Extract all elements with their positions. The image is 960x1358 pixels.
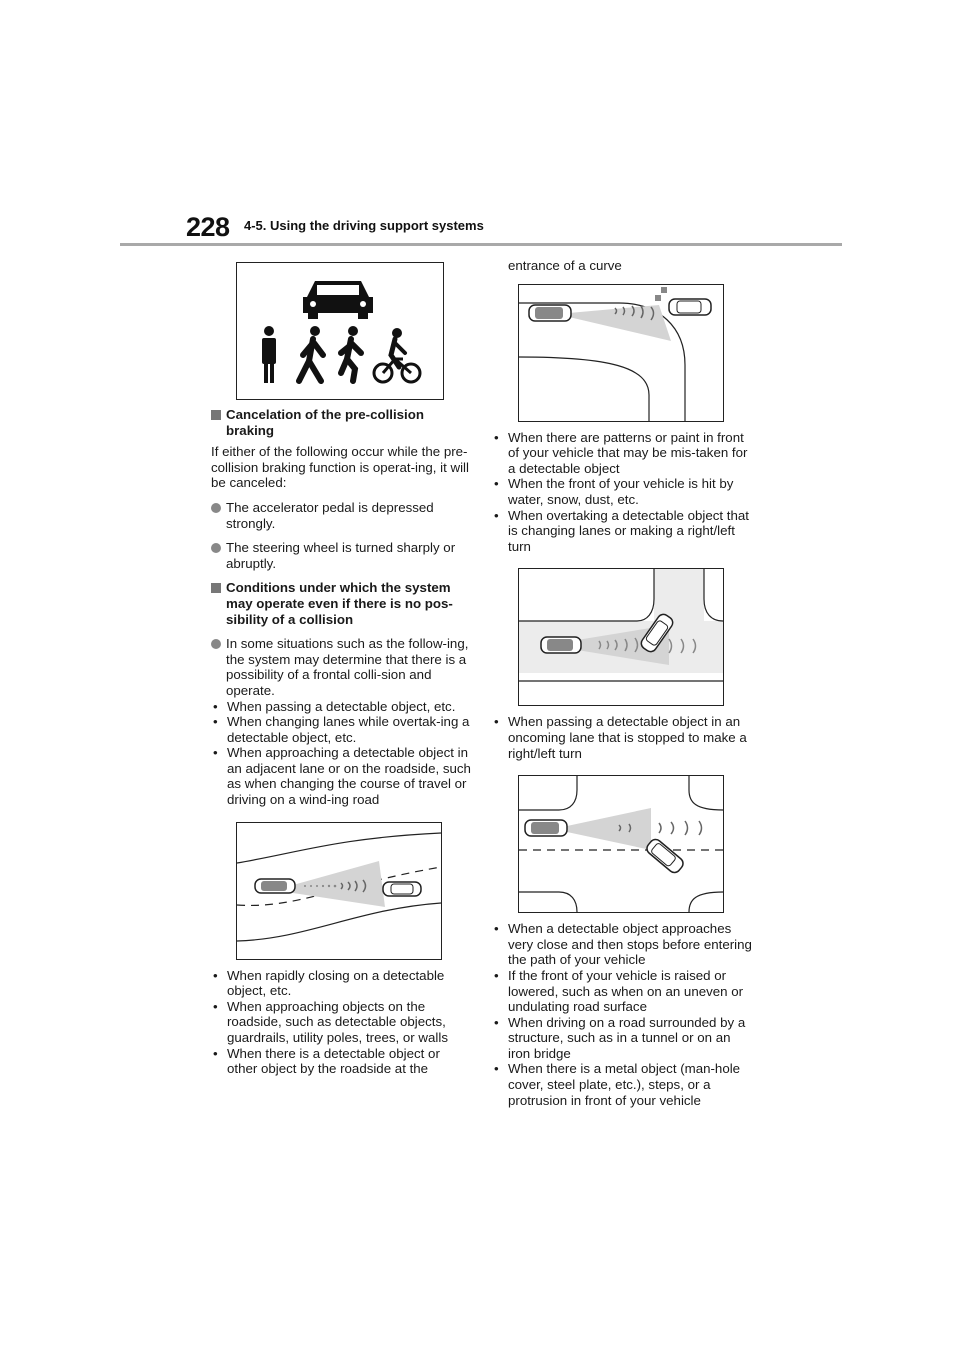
detectable-vehicle-icon: [383, 882, 421, 896]
round-marker-icon: [211, 543, 221, 553]
own-vehicle-icon: [529, 305, 571, 321]
left-column: [211, 262, 473, 1077]
roadside-object-icon: [655, 287, 667, 301]
bullet-item: • When the front of your vehicle is hit by water, snow, dust, etc.: [494, 476, 734, 507]
pedestrian-running-icon: [341, 326, 361, 381]
list-item: The steering wheel is turned sharply or abruptly.: [211, 540, 473, 571]
bullet-item: • When there is a metal object (man-hole cover, steel plate, etc.), steps, or a protrusion in front of your vehicle: [494, 1061, 741, 1108]
bullet-item: • When there are patterns or paint in front of your vehicle that may be mis-taken for a detectable object: [494, 429, 748, 476]
detectable-objects-figure: [236, 262, 444, 400]
round-marker-icon: [211, 639, 221, 649]
bullet-item: • When approaching objects on the roadside, such as detectable objects, guardrails, utility poles, trees, or walls: [213, 998, 448, 1046]
header-divider: [120, 243, 842, 246]
bullet-item: • When rapidly closing on a detectable object, etc.: [213, 967, 445, 999]
square-marker-icon: [211, 583, 221, 593]
bullet-item: • When overtaking a detectable object that is changing lanes or making a right/left turn: [494, 507, 749, 554]
oncoming-vehicle-icon: [645, 837, 686, 875]
winding-road-figure: [236, 822, 442, 960]
own-vehicle-icon: [541, 637, 581, 653]
bullet-item: • When passing a detectable object, etc.: [213, 698, 456, 714]
curve-entrance-figure: [518, 284, 724, 422]
continued-text: entrance of a curve: [508, 258, 622, 273]
cyclist-icon: [374, 328, 420, 382]
list-item: The accelerator pedal is depressed strongly.: [211, 500, 473, 531]
overtaking-turn-figure: [518, 568, 724, 706]
section-title: 4-5. Using the driving support systems: [244, 218, 484, 233]
cancelation-heading: Cancelation of the pre-collision braking: [211, 407, 473, 438]
page-number: 228: [186, 212, 230, 242]
square-marker-icon: [211, 410, 221, 420]
pedestrian-walking-icon: [299, 326, 323, 381]
cancelation-paragraph: If either of the following occur while the pre-collision braking function is operat-ing, it will be canceled:: [211, 444, 469, 491]
bullet-item: • When a detectable object approaches very close and then stops before entering the path of your vehicle: [494, 921, 752, 968]
right-column: [492, 258, 754, 1108]
bullet-item: • When there is a detectable object or other object by the roadside at the: [213, 1045, 440, 1077]
bullet-item: • When approaching a detectable object in an adjacent lane or on the roadside, such as when changing the course of travel or driving on a wind-ing road: [213, 745, 471, 808]
parked-vehicle-icon: [669, 299, 711, 315]
bullet-item: • When changing lanes while overtak-ing a detectable object, etc.: [213, 714, 470, 745]
bullet-item: • If the front of your vehicle is raised or lowered, such as when on an uneven or undulating road surface: [494, 967, 744, 1015]
own-vehicle-icon: [525, 820, 567, 836]
pedestrian-standing-icon: [262, 326, 276, 383]
car-front-icon: [303, 281, 373, 319]
round-marker-icon: [211, 503, 221, 513]
own-vehicle-icon: [255, 879, 295, 893]
oncoming-turn-figure: [518, 775, 724, 913]
bullet-item: • When driving on a road surrounded by a structure, such as in a tunnel or on an iron bridge: [494, 1014, 746, 1061]
bullet-item: • When passing a detectable object in an oncoming lane that is stopped to make a right/left turn: [494, 714, 747, 761]
unnecessary-operation-heading: Conditions under which the system may operate even if there is no pos-sibility of a collision: [211, 580, 473, 627]
list-item: In some situations such as the follow-ing, the system may determine that there is a possibility of a frontal colli-sion and operate.: [211, 636, 473, 698]
